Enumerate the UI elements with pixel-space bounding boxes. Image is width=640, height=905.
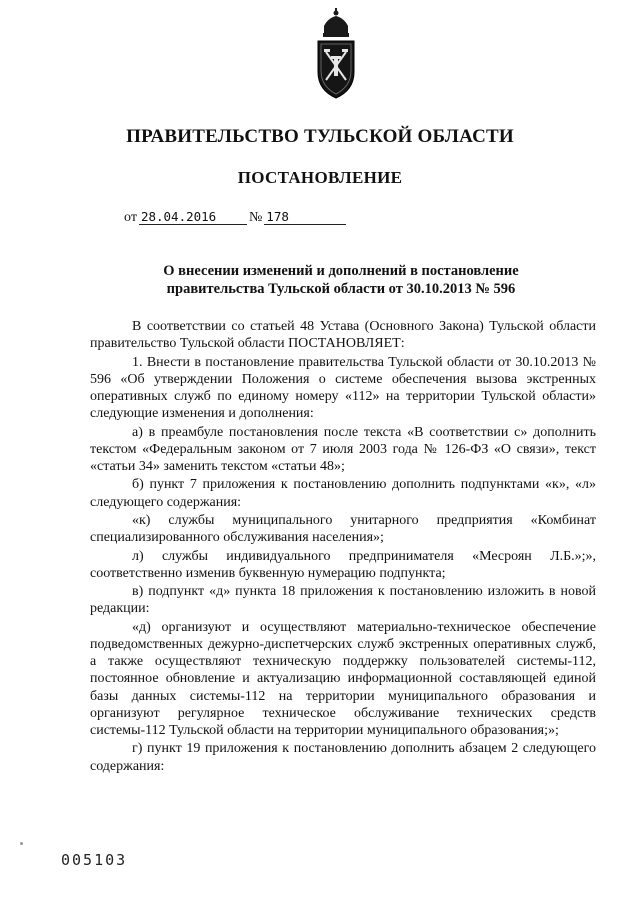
- document-type: ПОСТАНОВЛЕНИЕ: [237, 168, 403, 187]
- document-body: [90, 318, 596, 776]
- number-label: №: [248, 210, 263, 225]
- body-paragraph: 1. Внести в постановление правительства Тульской области от 30.10.2013 № 596 «Об утверждении Положения о системе обеспечения вызова экстренных оперативных служб по единому номеру «112» на территории Тульской области» следующие изменения и дополнения:: [90, 354, 596, 422]
- tula-coat-of-arms-icon: [311, 8, 361, 100]
- date-label: от: [124, 210, 137, 225]
- body-paragraph: а) в преамбуле постановления после текста «В соответствии с» дополнить текстом «Федеральным законом от 7 июля 2003 года № 126-ФЗ «О связи», текст «статьи 34» заменить текстом «статьи 48»;: [90, 424, 596, 474]
- dateline: [122, 209, 346, 226]
- body-paragraph: л) службы индивидуального предпринимателя «Месроян Л.Б.»;», соответственно изменив буквенную нумерацию подпункта;: [90, 548, 596, 581]
- body-paragraph: «к) службы муниципального унитарного предприятия «Комбинат специализированного обслуживания населения»;: [90, 512, 596, 546]
- subject-line-1: О внесении изменений и дополнений в постановление: [163, 263, 519, 279]
- body-paragraph: в) подпункт «д» пункта 18 приложения к постановлению изложить в новой редакции:: [90, 584, 596, 617]
- body-paragraph: «д) организуют и осуществляют материально-техническое обеспечение подведомственных дежурно-диспетчерских служб экстренных оперативных служб, а также осуществляют техническую поддержку пользователей системы-112, постоянное обновление и актуализацию информационной составляющей единой базы данных системы-112 на территории муниципального образования и организуют регулярное техническое обслуживание технических средств системы-112 Тульской области на территории муниципального образования;»;: [90, 619, 596, 738]
- serial-number: 005103: [61, 851, 128, 869]
- government-title: ПРАВИТЕЛЬСТВО ТУЛЬСКОЙ ОБЛАСТИ: [126, 126, 514, 147]
- body-paragraph: б) пункт 7 приложения к постановлению дополнить подпунктами «к», «л» следующего содержания:: [90, 477, 596, 510]
- subject-line-2: правительства Тульской области от 30.10.2013 № 596: [166, 281, 516, 297]
- body-paragraph: г) пункт 19 приложения к постановлению дополнить абзацем 2 следующего содержания:: [90, 741, 596, 774]
- body-paragraph: В соответствии со статьей 48 Устава (Основного Закона) Тульской области правительство Тульской области ПОСТАНОВЛЯЕТ:: [90, 319, 596, 352]
- document-number: 178: [264, 209, 346, 225]
- document-subject: [150, 262, 532, 298]
- document-date: 28.04.2016: [139, 209, 247, 225]
- scan-speck: [20, 842, 23, 845]
